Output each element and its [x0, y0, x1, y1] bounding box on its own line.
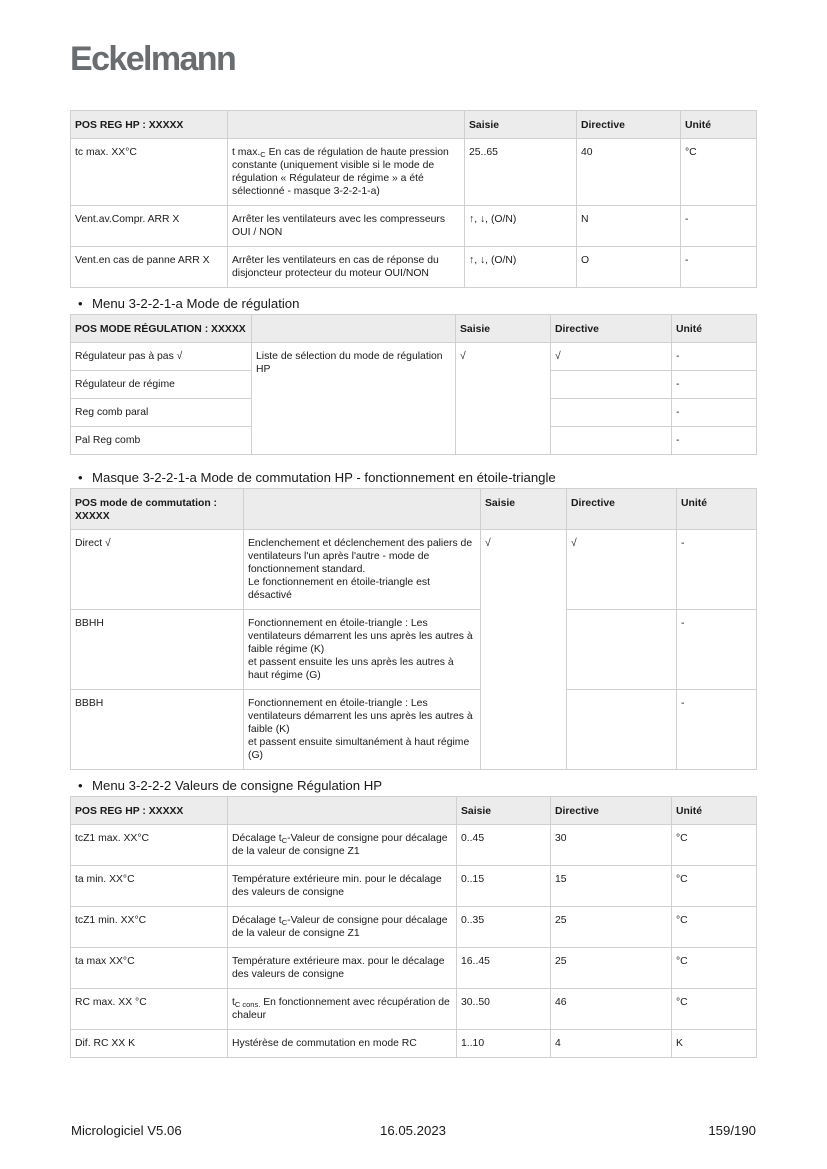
- param-name: tc max. XX°C: [71, 139, 228, 206]
- option-name: Régulateur de régime: [71, 371, 252, 399]
- footer-firmware-version: Micrologiciel V5.06: [71, 1123, 182, 1138]
- header-cell: Saisie: [481, 489, 567, 530]
- option-name: BBBH: [71, 690, 244, 770]
- table-row: [71, 247, 757, 288]
- param-unit: °C: [672, 948, 757, 989]
- option-name: Direct √: [71, 530, 244, 610]
- table-header-row: [71, 111, 757, 139]
- table-row: [71, 690, 757, 770]
- header-cell: Unité: [677, 489, 757, 530]
- option-desc: Fonctionnement en étoile-triangle : Les ventilateurs démarrent les uns après les autres à faible (K) et passent ensuite simultanément à haut régime (G): [244, 690, 481, 770]
- desc-text: Température extérieure max. pour le décalage des valeurs de consigne: [232, 956, 445, 980]
- param-input: 25..65: [465, 139, 577, 206]
- option-default: [551, 399, 672, 427]
- option-name: Reg comb paral: [71, 399, 252, 427]
- header-cell: [244, 489, 481, 530]
- header-cell: Directive: [551, 315, 672, 343]
- param-name: Vent.av.Compr. ARR X: [71, 206, 228, 247]
- table-row: [71, 989, 757, 1030]
- table-row: [71, 948, 757, 989]
- param-unit: °C: [672, 907, 757, 948]
- param-unit: °C: [672, 866, 757, 907]
- desc-text: t: [232, 997, 235, 1008]
- mode-regulation-table: [70, 314, 757, 455]
- option-unit: -: [677, 610, 757, 690]
- param-input: ↑, ↓, (O/N): [465, 247, 577, 288]
- table-header-row: [71, 797, 757, 825]
- header-cell: Saisie: [457, 797, 551, 825]
- option-default: √: [551, 343, 672, 371]
- option-desc: Fonctionnement en étoile-triangle : Les ventilateurs démarrent les uns après les autres à faible régime (K) et passent ensuite les uns après les autres à haut régime (G): [244, 610, 481, 690]
- header-cell: POS mode de commutation : XXXXX: [71, 489, 244, 530]
- param-desc: [228, 825, 457, 866]
- param-unit: -: [681, 247, 757, 288]
- option-desc: Enclenchement et déclenchement des paliers de ventilateurs l'un après l'autre - mode de fonctionnement standard. Le fonctionnement en étoile-triangle est désactivé: [244, 530, 481, 610]
- param-unit: °C: [681, 139, 757, 206]
- header-cell: Unité: [672, 797, 757, 825]
- param-input: 16..45: [457, 948, 551, 989]
- option-desc: Liste de sélection du mode de régulation HP: [252, 343, 456, 455]
- desc-text: Décalage t: [232, 833, 282, 844]
- param-unit: -: [681, 206, 757, 247]
- desc-text: Température extérieure min. pour le décalage des valeurs de consigne: [232, 874, 442, 898]
- param-input: ↑, ↓, (O/N): [465, 206, 577, 247]
- param-default: 30: [551, 825, 672, 866]
- table-row: [71, 343, 757, 371]
- desc-text: En cas de régulation de haute pression constante (uniquement visible si le mode de régulation « Régulateur de régime » a été sélectionné - masque 3-2-2-1-a): [232, 147, 449, 197]
- param-input: 1..10: [457, 1030, 551, 1058]
- desc-subscript: C: [281, 836, 288, 845]
- param-desc: [228, 948, 457, 989]
- param-input: 0..45: [457, 825, 551, 866]
- header-cell: Directive: [567, 489, 677, 530]
- option-input: √: [456, 343, 551, 455]
- param-name: Vent.en cas de panne ARR X: [71, 247, 228, 288]
- param-default: 15: [551, 866, 672, 907]
- desc-subscript: C cons.: [234, 1000, 261, 1009]
- option-unit: -: [677, 690, 757, 770]
- option-name: BBHH: [71, 610, 244, 690]
- section-title: Masque 3-2-2-1-a Mode de commutation HP - fonctionnement en étoile-triangle: [92, 470, 556, 485]
- desc-text: -Valeur de consigne pour décalage de la valeur de consigne Z1: [232, 833, 448, 857]
- header-cell: Unité: [672, 315, 757, 343]
- option-name: Régulateur pas à pas √: [71, 343, 252, 371]
- table-row: [71, 825, 757, 866]
- table-row: [71, 139, 757, 206]
- desc-subscript: C: [260, 150, 266, 159]
- header-cell: POS REG HP : XXXXX: [71, 797, 228, 825]
- reg-hp-table: [70, 110, 757, 288]
- option-unit: -: [672, 371, 757, 399]
- option-default: [551, 427, 672, 455]
- option-default: √: [567, 530, 677, 610]
- table-row: [71, 1030, 757, 1058]
- header-cell: Saisie: [465, 111, 577, 139]
- param-input: 30..50: [457, 989, 551, 1030]
- param-default: 40: [577, 139, 681, 206]
- section-title: Menu 3-2-2-1-a Mode de régulation: [92, 296, 300, 311]
- param-default: 4: [551, 1030, 672, 1058]
- param-desc: [228, 866, 457, 907]
- header-cell: [228, 797, 457, 825]
- header-cell: Unité: [681, 111, 757, 139]
- header-cell: [252, 315, 456, 343]
- table-row: [71, 866, 757, 907]
- option-unit: -: [672, 399, 757, 427]
- section-heading-mode-commutation: • Masque 3-2-2-1-a Mode de commutation HP - fonctionnement en étoile-triangle: [78, 470, 556, 485]
- param-default: N: [577, 206, 681, 247]
- param-name: tcZ1 min. XX°C: [71, 907, 228, 948]
- option-unit: -: [677, 530, 757, 610]
- param-desc: [228, 907, 457, 948]
- param-input: 0..15: [457, 866, 551, 907]
- param-desc: [228, 139, 465, 206]
- param-name: ta min. XX°C: [71, 866, 228, 907]
- header-cell: [228, 111, 465, 139]
- param-unit: °C: [672, 989, 757, 1030]
- table-row: [71, 907, 757, 948]
- param-desc: [228, 989, 457, 1030]
- param-name: ta max XX°C: [71, 948, 228, 989]
- param-unit: °C: [672, 825, 757, 866]
- section-heading-setpoints: • Menu 3-2-2-2 Valeurs de consigne Régulation HP: [78, 778, 383, 793]
- desc-text: -Valeur de consigne pour décalage de la valeur de consigne Z1: [232, 915, 448, 939]
- desc-text: t max.: [232, 147, 261, 158]
- param-input: 0..35: [457, 907, 551, 948]
- option-default: [567, 610, 677, 690]
- table-row: [71, 610, 757, 690]
- option-unit: -: [672, 343, 757, 371]
- param-name: RC max. XX °C: [71, 989, 228, 1030]
- option-default: [551, 371, 672, 399]
- param-name: Dif. RC XX K: [71, 1030, 228, 1058]
- header-cell: POS REG HP : XXXXX: [71, 111, 228, 139]
- footer-date: 16.05.2023: [380, 1123, 447, 1138]
- param-default: O: [577, 247, 681, 288]
- option-input: √: [481, 530, 567, 770]
- desc-text: En fonctionnement avec récupération de chaleur: [232, 997, 450, 1021]
- table-header-row: [71, 489, 757, 530]
- desc-text: Hystérèse de commutation en mode RC: [232, 1038, 417, 1049]
- param-default: 46: [551, 989, 672, 1030]
- header-cell: Directive: [577, 111, 681, 139]
- param-unit: K: [672, 1030, 757, 1058]
- footer-page-number: 159/190: [708, 1123, 756, 1138]
- option-default: [567, 690, 677, 770]
- table-row: [71, 206, 757, 247]
- setpoints-table: [70, 796, 757, 1058]
- param-desc: Arrêter les ventilateurs avec les compresseurs OUI / NON: [228, 206, 465, 247]
- header-cell: Saisie: [456, 315, 551, 343]
- option-name: Pal Reg comb: [71, 427, 252, 455]
- mode-commutation-table: [70, 488, 757, 770]
- eckelmann-logo: Eckelmann: [70, 40, 236, 78]
- header-cell: Directive: [551, 797, 672, 825]
- desc-subscript: C: [281, 918, 288, 927]
- param-desc: [228, 1030, 457, 1058]
- option-unit: -: [672, 427, 757, 455]
- param-default: 25: [551, 948, 672, 989]
- desc-text: Décalage t: [232, 915, 282, 926]
- section-heading-mode-regulation: • Menu 3-2-2-1-a Mode de régulation: [78, 296, 300, 311]
- section-title: Menu 3-2-2-2 Valeurs de consigne Régulation HP: [92, 778, 383, 793]
- header-cell: POS MODE RÉGULATION : XXXXX: [71, 315, 252, 343]
- param-default: 25: [551, 907, 672, 948]
- table-row: [71, 530, 757, 610]
- param-desc: Arrêter les ventilateurs en cas de réponse du disjoncteur protecteur du moteur OUI/NON: [228, 247, 465, 288]
- param-name: tcZ1 max. XX°C: [71, 825, 228, 866]
- table-header-row: [71, 315, 757, 343]
